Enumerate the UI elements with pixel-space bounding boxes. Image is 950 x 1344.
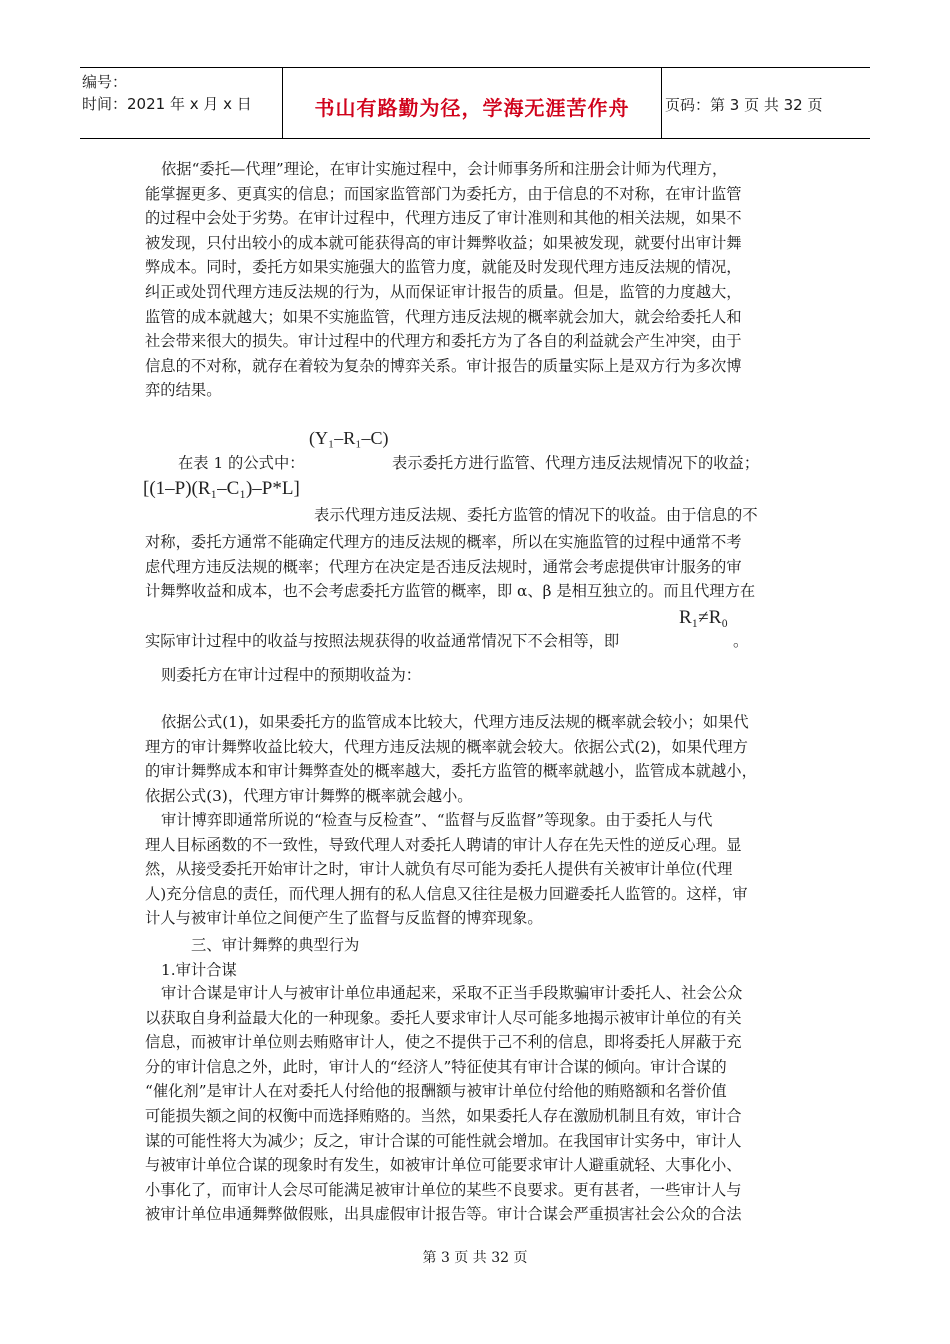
header-motto-cell [283,68,662,138]
formula-agent-payoff: [(1–P)(R₁–C₁)–P*L] [143,478,300,499]
expected-return-line: 则委托方在审计过程中的预期收益为： [161,666,422,684]
body-paragraph-5: 审计合谋是审计人与被审计单位串通起来，采取不正当手段欺骗审计委托人、社会公众 以获取自身利益最大化的一种现象。委托人要求审计人尽可能多地揭示被审计单位的有关 信息，而被审计单位则去贿赂审计人，使之不提供于己不利的信息，即将委托人屏蔽于充 分的审计信息之外，此时，审计人的“经济人”特征使其有审计合谋的倾向。审计合谋的 “催化剂”是审计人在对委托人付给他的报酬额与被审计单位付给他的贿赂额和名誉价值 可能损失额之间的权衡中而选择贿赂的。当然，如果委托人存在激励机制且有效，审计合 谋的可能性将大为减少；反之，审计合谋的可能性就会增加。在我国审计实务中，审计人 与被审计单位合谋的现象时有发生，如被审计单位可能要求审计人避重就轻、大事化小、 小事化了，而审计人会尽可能满足被审计单位的某些不良要求。更有甚者，一些审计人与 被审计单位串通舞弊做假账，出具虚假审计报告等。审计合谋会严重损害社会公众的合法 [145,984,743,1224]
body-paragraph-1: 依据“委托—代理”理论，在审计实施过程中，会计师事务所和注册会计师为代理方， 能掌握更多、更真实的信息；而国家监管部门为委托方，由于信息的不对称，在审计监管 的过程中会处于劣势。在审计过程中，代理方违反了审计准则和其他的相关法规，如果不 被发现，只付出较小的成本就可能获得高的审计舞弊收益；如果被发现，就要付出审计舞 弊成本。同时，委托方如果实施强大的监管力度，就能及时发现代理方违反法规的情况， 纠正或处罚代理方违反法规的行为，从而保证审计报告的质量。但是，监管的力度越大， 监管的成本就越大；如果不实施监管，代理方违反法规的概率就会加大，就会给委托人和 社会带来很大的损失。审计过程中的代理方和委托方为了各自的利益就会产生冲突，由于 信息的不对称，就存在着较为复杂的博弈关系。审计报告的质量实际上是双方行为多次博 弈的结果。 [145,160,742,400]
header-page-label: 页码：第 3 页 共 32 页 [665,96,823,114]
formula-agent-description: 表示代理方违反法规、委托方监管的情况下的收益。由于信息的不 [314,506,758,524]
header-info-cell [80,68,283,138]
sentence-period: 。 [733,632,749,650]
document-number-label: 编号： [82,73,128,91]
body-paragraph-2: 对称，委托方通常不能确定代理方的违反法规的概率，所以在实施监管的过程中通常不考 虑代理方违反法规的概率；代理方在决定是否违反法规时，通常会考虑提供审计服务的审 计舞弊收益和成本，也不会考虑委托方监管的概率，即 α、β 是相互独立的。而且代理方在 [145,533,756,601]
body-paragraph-3: 依据公式(1)，如果委托方的监管成本比较大，代理方违反法规的概率就会较小；如果代 理方的审计舞弊收益比较大，代理方违反法规的概率就会较大。依据公式(2)，如果代理方 的审计舞弊成本和审计舞弊查处的概率越大，委托方监管的概率就越小，监管成本就越小， 依据公式(3)，代理方审计舞弊的概率就会越小。 [145,713,757,805]
formula-principal-payoff: (Y₁–R₁–C) [309,428,389,448]
table-intro-text: 在表 1 的公式中： [178,454,305,472]
document-date-label: 时间：2021 年 x 月 x 日 [82,95,252,113]
body-line-returns: 实际审计过程中的收益与按照法规获得的收益通常情况下不会相等，即 [145,632,620,650]
section-heading: 三、审计舞弊的典型行为 [191,936,360,954]
page-footer: 第 3 页 共 32 页 [422,1250,528,1266]
page-header [80,67,870,139]
formula-returns-inequality: R₁≠R₀ [679,607,729,628]
formula-principal-description: 表示委托方进行监管、代理方违反法规情况下的收益； [392,454,760,472]
subsection-heading: 1.审计合谋 [161,961,237,979]
header-motto: 书山有路勤为径，学海无涯苦作舟 [314,96,630,120]
body-paragraph-4: 审计博弈即通常所说的“检查与反检查”、“监督与反监督”等现象。由于委托人与代 理人目标函数的不一致性，导致代理人对委托人聘请的审计人存在先天性的逆反心理。显 然，从接受委托开始审计之时，审计人就负有尽可能为委托人提供有关被审计单位(代理 人)充分信息的责任，而代理人拥有的私人信息又往往是极力回避委托人监管的。这样，审 计人与被审计单位之间便产生了监督与反监督的博弈现象。 [145,811,748,928]
